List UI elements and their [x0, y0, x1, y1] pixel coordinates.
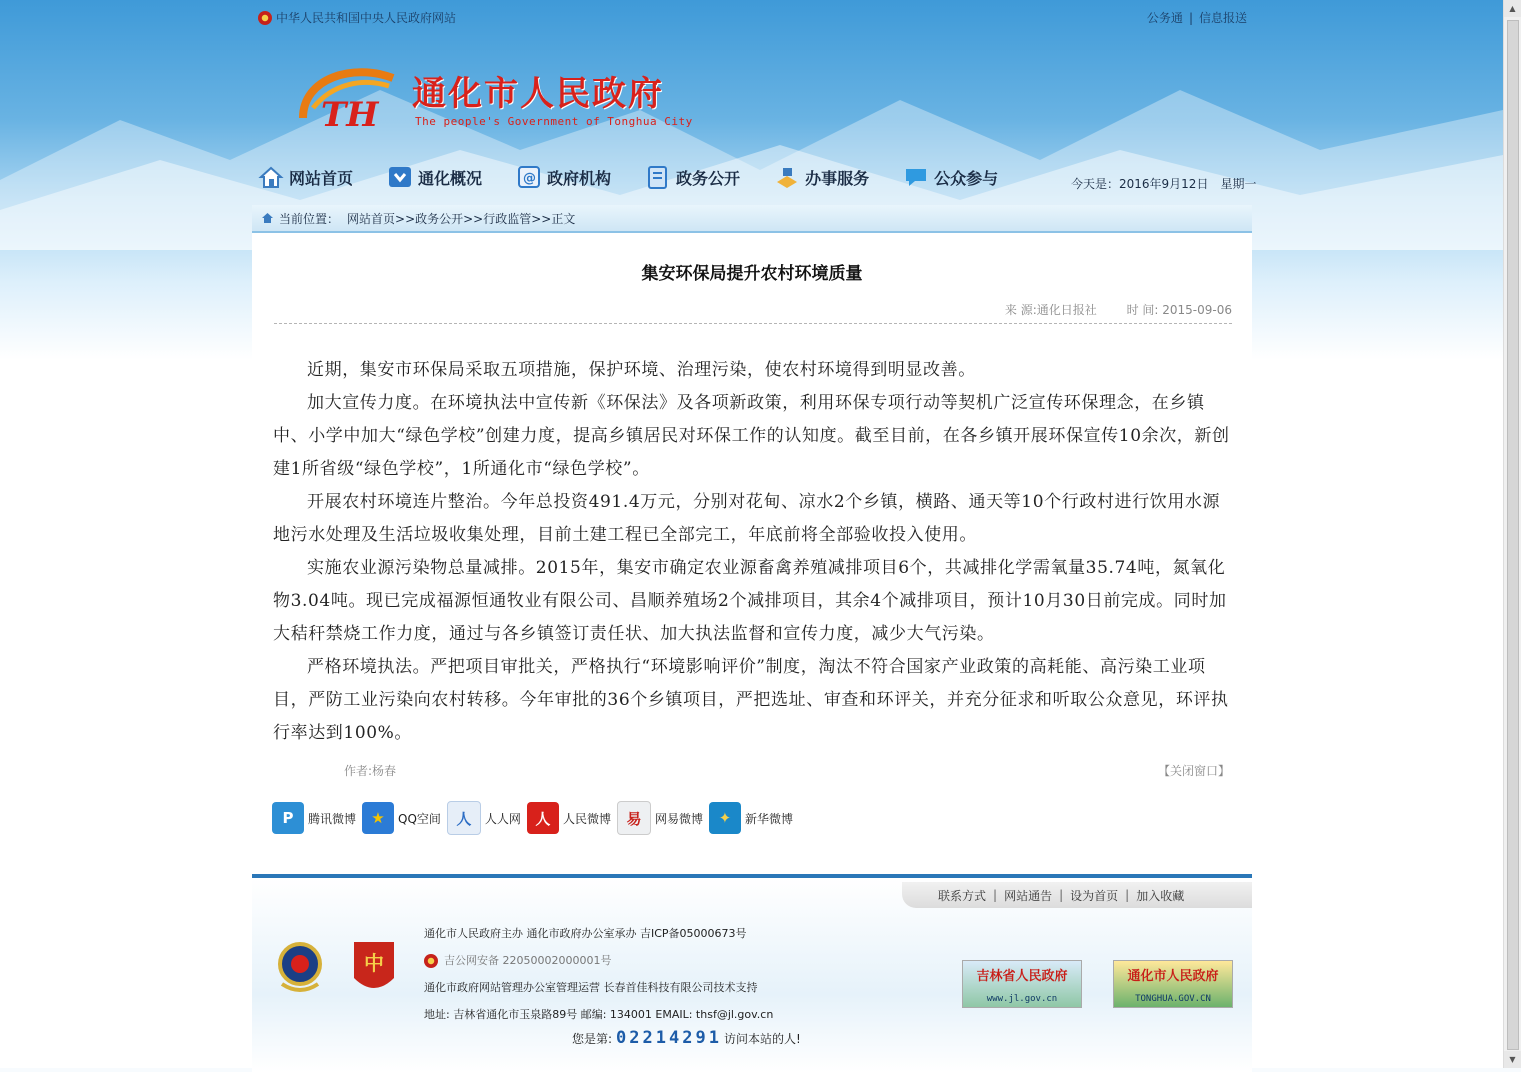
share-label: QQ空间: [398, 811, 441, 826]
top-link-info-submit[interactable]: 信息报送: [1198, 11, 1247, 25]
nav-public-affairs[interactable]: [645, 164, 740, 190]
xinhua-weibo-icon: ✦: [709, 802, 741, 834]
article-paragraph: 加大宣传力度。在环境执法中宣传新《环保法》及各项新政策，利用环保专项行动等契机广泛宣传环保理念，在乡镇中、小学中加大“绿色学校”创建力度，提高乡镇居民对环保工作的认知度。截至目前，在各乡镇开展环保宣传10余次，新创建1所省级“绿色学校”，1所通化市“绿色学校”。: [273, 393, 1230, 479]
divider: [274, 323, 1232, 324]
breadcrumb: [252, 205, 1252, 233]
article-paragraph: 严格环境执法。严把项目审批关，严格执行“环境影响评价”制度，淘汰不符合国家产业政策的高耗能、高污染工业项目，严防工业污染向农村转移。今年审批的36个乡镇项目，严把选址、审查和环评关，并充分征求和听取公众意见，环评执行率达到100%。: [273, 657, 1229, 743]
central-gov-link-text: 中华人民共和国中央人民政府网站: [276, 11, 457, 25]
breadcrumb-prefix: 当前位置：: [279, 211, 340, 226]
renren-icon: 人: [447, 801, 481, 835]
nav-overview[interactable]: [387, 164, 482, 190]
today-date: 今天是：2016年9月12日 星期一: [1071, 177, 1257, 191]
share-label: 新华微博: [744, 811, 793, 826]
overview-icon: [387, 164, 413, 190]
footer-line-sponsor: 通化市人民政府主办 通化市政府办公室承办 吉ICP备05000673号: [424, 927, 747, 940]
share-netease-weibo[interactable]: [617, 801, 703, 835]
footer: [252, 874, 1252, 1072]
nav-participation[interactable]: [903, 164, 998, 190]
footer-link-notice[interactable]: 网站通告: [1004, 888, 1053, 903]
article-time: 时 间: 2015-09-06: [1126, 303, 1232, 317]
svg-text:@: @: [523, 171, 537, 186]
share-tencent-weibo[interactable]: [272, 802, 356, 834]
top-bar: [0, 0, 1503, 33]
breadcrumb-home-icon: [262, 213, 273, 223]
article-paragraph: 开展农村环境连片整治。今年总投资491.4万元，分别对花甸、凉水2个乡镇，横路、通天等10个行政村进行饮用水源地污水处理及生活垃圾收集处理，目前土建工程已全部完工，年底前将全部验收投入使用。: [273, 492, 1221, 545]
nav-agencies-label: 政府机构: [547, 168, 612, 188]
top-links: [1147, 9, 1247, 26]
scroll-thumb[interactable]: [1507, 20, 1519, 1050]
tonghua-gov-banner[interactable]: [1113, 960, 1233, 1008]
separator: |: [1125, 888, 1130, 902]
banner-url: www.jl.gov.cn: [986, 994, 1058, 1004]
banner-title: 通化市人民政府: [1127, 969, 1219, 984]
footer-line-operator: 通化市政府网站管理办公室管理运营 长春首佳科技有限公司技术支持: [424, 981, 758, 994]
people-weibo-icon: 人: [527, 802, 559, 834]
breadcrumb-path[interactable]: 网站首页>>政务公开>>行政监管>>正文: [347, 211, 576, 226]
article-source: 来 源:通化日报社: [1004, 303, 1097, 317]
svg-text:中: 中: [364, 951, 384, 975]
vertical-scrollbar[interactable]: [1503, 0, 1521, 1068]
share-qzone[interactable]: [362, 802, 441, 834]
article-paragraph: 实施农业源污染物总量减排。2015年，集安市确定农业源畜禽养殖减排项目6个，共减排化学需氧量35.74吨，氮氧化物3.04吨。现已完成福源恒通牧业有限公司、昌顺养殖场2个减排项目，其余4个减排项目，预计10月30日前完成。同时加大秸秆禁烧工作力度，通过与各乡镇签订责任状、加大执法监督和宣传力度，减少大气污染。: [273, 558, 1227, 644]
service-icon: [774, 164, 800, 190]
netease-weibo-icon: 易: [617, 801, 651, 835]
separator: |: [1059, 888, 1064, 902]
jilin-gov-banner[interactable]: [962, 960, 1082, 1008]
footer-link-set-homepage[interactable]: 设为首页: [1070, 888, 1119, 903]
main-nav: [258, 164, 1032, 190]
share-label: 人人网: [484, 811, 521, 826]
nav-overview-label: 通化概况: [418, 168, 483, 188]
qzone-icon: ★: [362, 802, 394, 834]
share-bar: [272, 801, 799, 835]
article-title: 集安环保局提升农村环境质量: [641, 264, 863, 284]
banner-title: 吉林省人民政府: [976, 969, 1068, 984]
separator: |: [993, 888, 998, 902]
nav-services[interactable]: [774, 164, 869, 190]
top-link-gongwutong[interactable]: 公务通: [1146, 11, 1183, 25]
public-affairs-icon: [645, 164, 671, 190]
footer-line-address: 地址: 吉林省通化市玉泉路89号 邮编: 134001 EMAIL: thsf@jl.gov.cn: [424, 1008, 774, 1021]
police-record-icon: [424, 954, 438, 968]
share-label: 人民微博: [562, 811, 611, 826]
counter-suffix: 访问本站的人!: [723, 1031, 801, 1046]
share-label: 腾讯微博: [308, 811, 357, 826]
svg-text:TH: TH: [321, 95, 379, 135]
nav-services-label: 办事服务: [805, 168, 870, 188]
article-author: 作者:杨春: [344, 764, 397, 778]
visit-counter: [572, 1028, 801, 1048]
footer-link-add-favorite[interactable]: 加入收藏: [1136, 888, 1185, 903]
nav-agencies[interactable]: [516, 164, 611, 190]
central-gov-link[interactable]: [258, 9, 456, 26]
nav-participation-label: 公众参与: [934, 168, 999, 188]
police-badge-icon[interactable]: [274, 940, 326, 996]
home-icon: [258, 164, 284, 190]
footer-security-text: 吉公网安备 22050002000001号: [444, 954, 612, 967]
scroll-up-icon[interactable]: ▲: [1504, 0, 1521, 17]
share-xinhua-weibo[interactable]: [709, 802, 793, 834]
tencent-weibo-icon: P: [272, 802, 304, 834]
article-meta: [979, 301, 1232, 318]
scroll-down-icon[interactable]: ▼: [1504, 1051, 1521, 1068]
close-window-link[interactable]: 【关闭窗口】: [1157, 764, 1230, 778]
footer-line-security[interactable]: [424, 947, 773, 974]
party-agency-badge-icon[interactable]: [348, 938, 400, 998]
footer-link-contact[interactable]: 联系方式: [938, 888, 987, 903]
banner-url: TONGHUA.GOV.CN: [1135, 994, 1211, 1004]
article-paragraph: 近期，集安市环保局采取五项措施，保护环境、治理污染，使农村环境得到明显改善。: [307, 360, 976, 380]
nav-home-label: 网站首页: [289, 168, 354, 188]
share-renren[interactable]: [447, 801, 521, 835]
site-title: 通化市人民政府: [412, 74, 664, 114]
nav-public-affairs-label: 政务公开: [676, 168, 741, 188]
separator: |: [1188, 11, 1193, 25]
site-subtitle: The people's Government of Tonghua City: [415, 115, 693, 128]
share-label: 网易微博: [654, 811, 703, 826]
nav-home[interactable]: [258, 164, 353, 190]
footer-links: [902, 882, 1252, 908]
article-container: [252, 233, 1252, 873]
participation-icon: [903, 164, 929, 190]
counter-number: 02214291: [616, 1028, 722, 1048]
article-body: [273, 354, 1233, 750]
share-people-weibo[interactable]: [527, 802, 611, 834]
national-emblem-icon: [258, 11, 272, 25]
counter-prefix: 您是第:: [572, 1031, 613, 1046]
agency-icon: [516, 164, 542, 190]
footer-info: [424, 920, 773, 1028]
